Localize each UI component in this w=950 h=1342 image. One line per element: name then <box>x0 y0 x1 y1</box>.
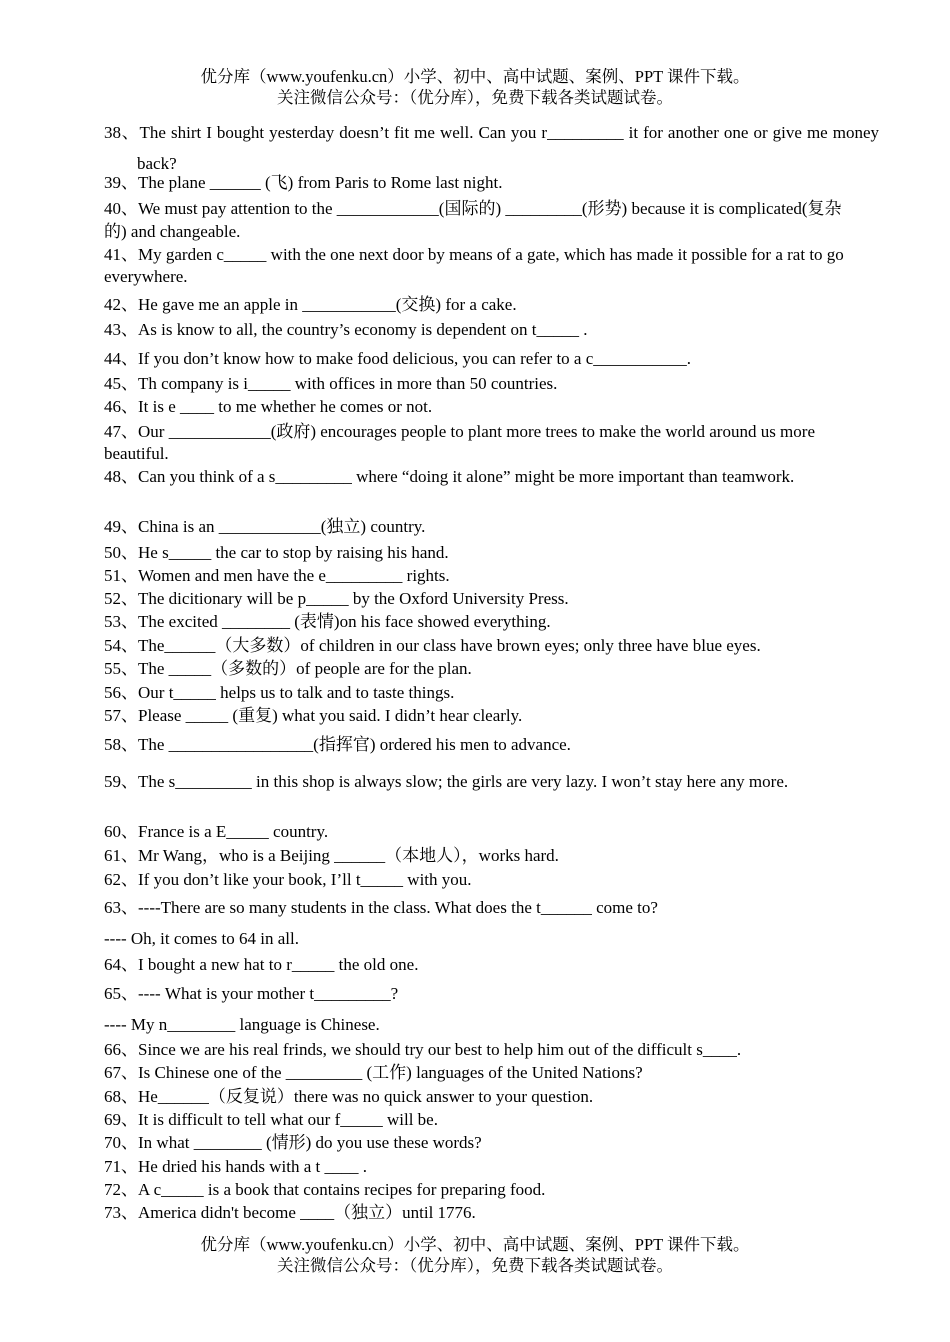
question-63-answer: ---- Oh, it comes to 64 in all. <box>104 929 299 948</box>
header-line-1: 优分库（www.youfenku.cn）小学、初中、高中试题、案例、PPT 课件下载。 <box>200 67 750 86</box>
question-45: 45、Th company is i_____ with offices in more than 50 countries. <box>104 374 558 393</box>
question-59: 59、The s_________ in this shop is always slow; the girls are very lazy. I won’t stay here any more. <box>104 772 789 791</box>
question-39: 39、The plane ______ (飞) from Paris to Rome last night. <box>104 173 503 192</box>
question-51: 51、Women and men have the e_________ rights. <box>104 566 450 585</box>
question-67: 67、Is Chinese one of the _________ (工作) languages of the United Nations? <box>104 1063 643 1082</box>
page-footer <box>0 1234 950 1276</box>
page-header <box>0 66 950 108</box>
question-49: 49、China is an ____________(独立) country. <box>104 517 426 536</box>
question-61: 61、Mr Wang，who is a Beijing ______（本地人），works hard. <box>104 846 559 865</box>
question-64: 64、I bought a new hat to r_____ the old one. <box>104 955 419 974</box>
question-68: 68、He______（反复说）there was no quick answer to your question. <box>104 1087 594 1106</box>
question-55: 55、The _____（多数的）of people are for the plan. <box>104 659 472 678</box>
question-47: 47、Our ____________(政府) encourages people to plant more trees to make the world around us more beautiful. <box>104 422 815 463</box>
question-38: 38、The shirt I bought yesterday doesn’t fit me well. Can you r_________ it for another one or give me money back? <box>104 123 879 173</box>
question-41: 41、My garden c_____ with the one next door by means of a gate, which has made it possible for a rat to go everywhere. <box>104 245 844 286</box>
header-line-2: 关注微信公众号：（优分库），免费下载各类试题试卷。 <box>277 88 673 107</box>
footer-line-2: 关注微信公众号：（优分库），免费下载各类试题试卷。 <box>277 1256 673 1275</box>
footer-line-1: 优分库（www.youfenku.cn）小学、初中、高中试题、案例、PPT 课件下载。 <box>200 1235 750 1254</box>
question-42: 42、He gave me an apple in ___________(交换) for a cake. <box>104 295 517 314</box>
question-72: 72、A c_____ is a book that contains recipes for preparing food. <box>104 1180 546 1199</box>
question-57: 57、Please _____ (重复) what you said. I didn’t hear clearly. <box>104 706 523 725</box>
question-53: 53、The excited ________ (表情)on his face showed everything. <box>104 612 551 631</box>
question-48: 48、Can you think of a s_________ where “doing it alone” might be more important than teamwork. <box>104 467 795 486</box>
question-52: 52、The dicitionary will be p_____ by the Oxford University Press. <box>104 589 569 608</box>
question-50: 50、He s_____ the car to stop by raising his hand. <box>104 543 449 562</box>
question-44: 44、If you don’t know how to make food delicious, you can refer to a c___________. <box>104 349 692 368</box>
question-58: 58、The _________________(指挥官) ordered his men to advance. <box>104 735 571 754</box>
question-62: 62、If you don’t like your book, I’ll t_____ with you. <box>104 870 472 889</box>
question-66: 66、Since we are his real frinds, we should try our best to help him out of the difficult s____. <box>104 1040 742 1059</box>
question-40: 40、We must pay attention to the ____________(国际的) _________(形势) because it is complicated(复杂的) and changeable. <box>104 199 842 241</box>
question-69: 69、It is difficult to tell what our f_____ will be. <box>104 1110 438 1129</box>
question-65-answer: ---- My n________ language is Chinese. <box>104 1015 380 1034</box>
question-46: 46、It is e ____ to me whether he comes or not. <box>104 397 433 416</box>
question-73: 73、America didn't become ____（独立）until 1776. <box>104 1203 476 1222</box>
question-65: 65、---- What is your mother t_________? <box>104 984 399 1003</box>
question-54: 54、The______（大多数）of children in our class have brown eyes; only three have blue eyes. <box>104 636 761 655</box>
question-63: 63、----There are so many students in the class. What does the t______ come to? <box>104 898 658 917</box>
question-71: 71、He dried his hands with a t ____ . <box>104 1157 367 1176</box>
question-60: 60、France is a E_____ country. <box>104 822 329 841</box>
question-70: 70、In what ________ (情形) do you use these words? <box>104 1133 482 1152</box>
question-43: 43、As is know to all, the country’s economy is dependent on t_____ . <box>104 320 588 339</box>
question-56: 56、Our t_____ helps us to talk and to taste things. <box>104 683 455 702</box>
